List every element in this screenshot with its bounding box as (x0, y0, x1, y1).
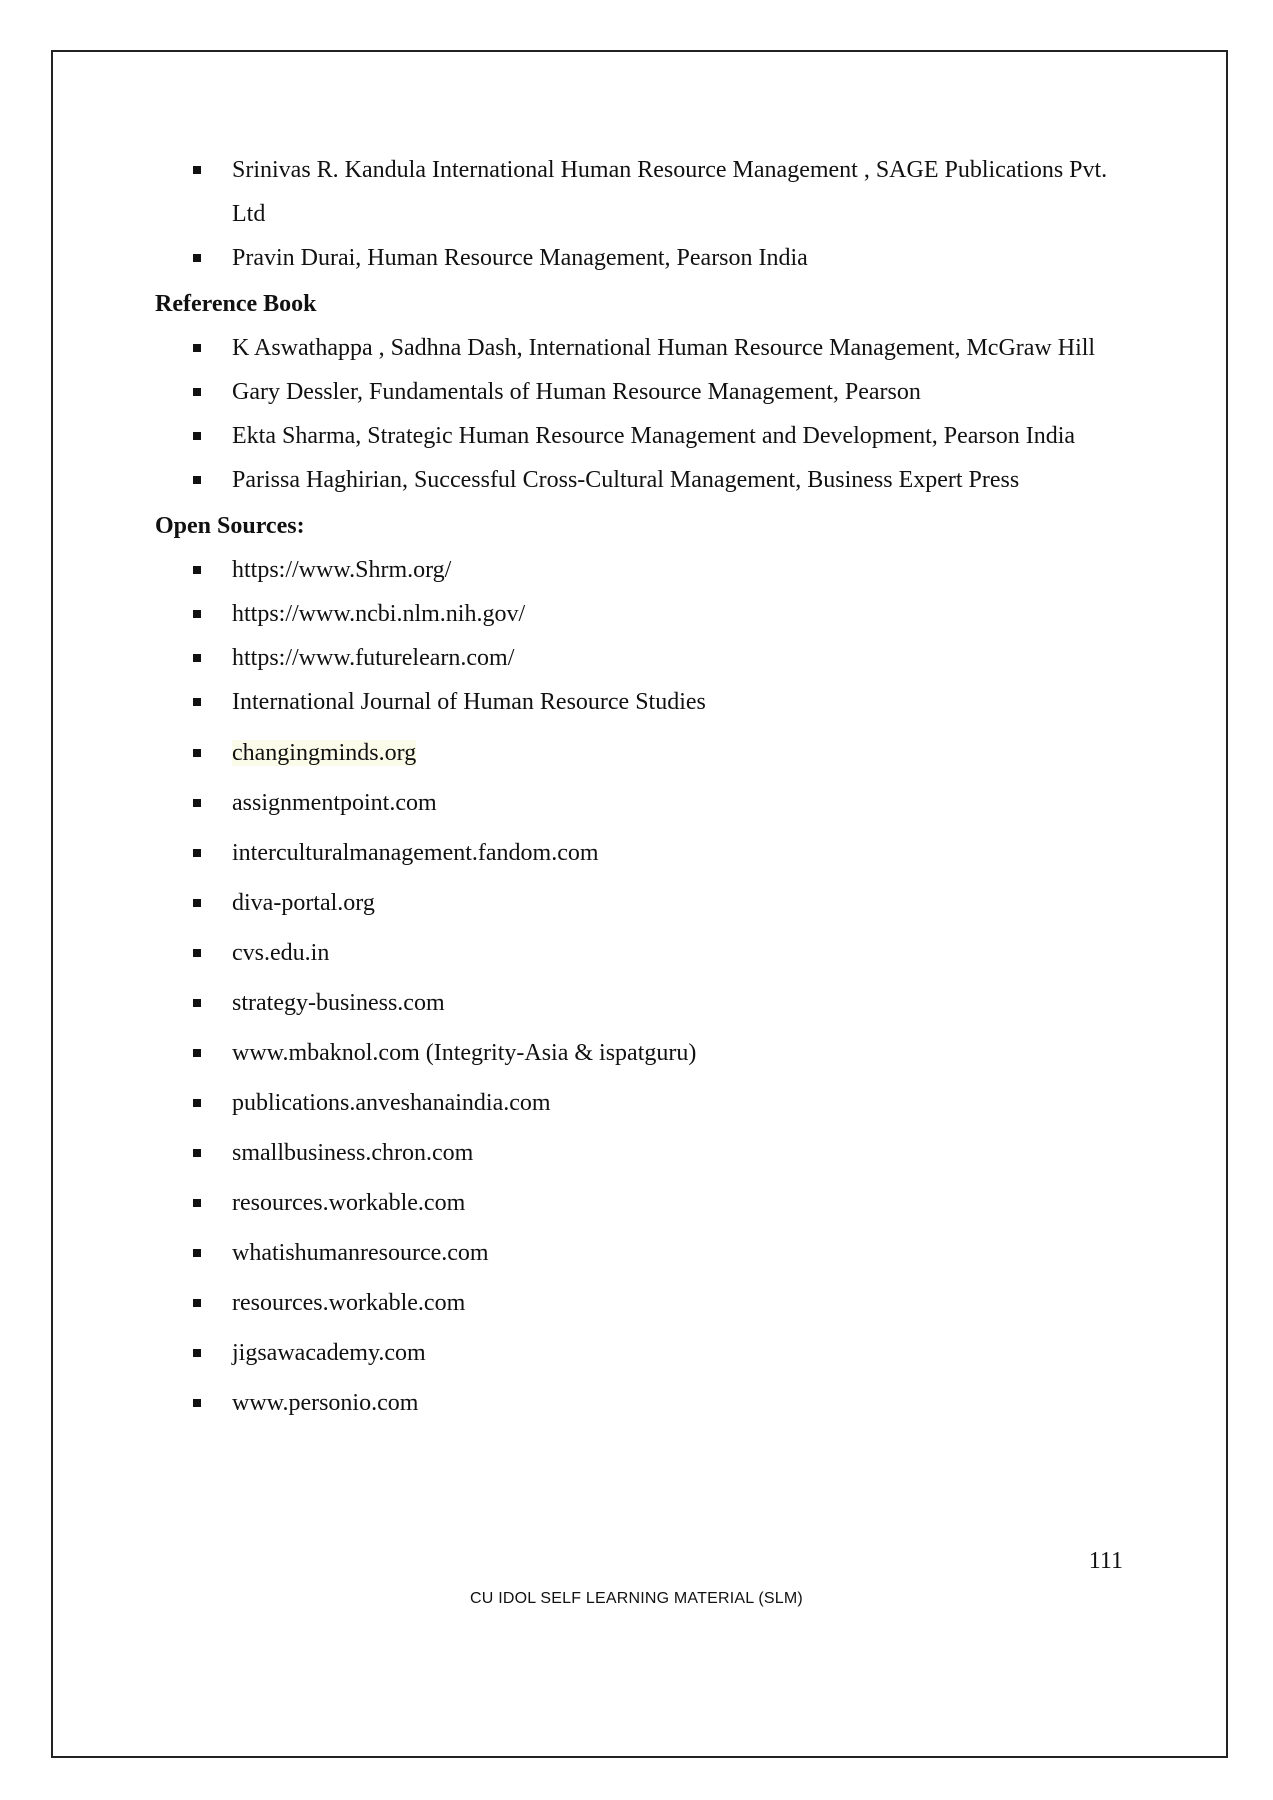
square-bullet-icon (193, 432, 201, 440)
list-item: resources.workable.com (155, 1178, 1145, 1228)
square-bullet-icon (193, 610, 201, 618)
reference-list (155, 326, 1145, 502)
list-item: https://www.futurelearn.com/ (155, 636, 1145, 680)
square-bullet-icon (193, 698, 201, 706)
reference-book-heading: Reference Book (155, 291, 317, 317)
square-bullet-icon (193, 1099, 201, 1107)
list-item: smallbusiness.chron.com (155, 1128, 1145, 1178)
list-item: Pravin Durai, Human Resource Management, Pearson India (155, 236, 1145, 280)
page-number: 111 (1088, 1548, 1123, 1574)
list-item: jigsawacademy.com (155, 1328, 1145, 1378)
list-item: strategy-business.com (155, 978, 1145, 1028)
url-list (155, 728, 1145, 1428)
list-item: www.personio.com (155, 1378, 1145, 1428)
list-item: whatishumanresource.com (155, 1228, 1145, 1278)
square-bullet-icon (193, 254, 201, 262)
list-item: diva-portal.org (155, 878, 1145, 928)
list-item: assignmentpoint.com (155, 778, 1145, 828)
square-bullet-icon (193, 344, 201, 352)
list-item: interculturalmanagement.fandom.com (155, 828, 1145, 878)
square-bullet-icon (193, 1249, 201, 1257)
square-bullet-icon (193, 799, 201, 807)
list-item: publications.anveshanaindia.com (155, 1078, 1145, 1128)
square-bullet-icon (193, 849, 201, 857)
footer: CU IDOL SELF LEARNING MATERIAL (SLM) (470, 1590, 803, 1607)
list-item: Gary Dessler, Fundamentals of Human Resource Management, Pearson (155, 370, 1145, 414)
square-bullet-icon (193, 566, 201, 574)
list-item: resources.workable.com (155, 1278, 1145, 1328)
list-item: https://www.Shrm.org/ (155, 548, 1145, 592)
square-bullet-icon (193, 949, 201, 957)
open-sources-heading: Open Sources: (155, 513, 305, 539)
list-item: changingminds.org (155, 728, 1145, 778)
square-bullet-icon (193, 388, 201, 396)
list-item: International Journal of Human Resource Studies (155, 680, 1145, 724)
list-item: Ekta Sharma, Strategic Human Resource Management and Development, Pearson India (155, 414, 1145, 458)
square-bullet-icon (193, 1349, 201, 1357)
square-bullet-icon (193, 899, 201, 907)
list-item: https://www.ncbi.nlm.nih.gov/ (155, 592, 1145, 636)
square-bullet-icon (193, 1199, 201, 1207)
square-bullet-icon (193, 166, 201, 174)
list-item: cvs.edu.in (155, 928, 1145, 978)
textbook-list (155, 148, 1145, 280)
square-bullet-icon (193, 476, 201, 484)
square-bullet-icon (193, 1399, 201, 1407)
square-bullet-icon (193, 749, 201, 757)
square-bullet-icon (193, 1299, 201, 1307)
square-bullet-icon (193, 1149, 201, 1157)
list-item: K Aswathappa , Sadhna Dash, International Human Resource Management, McGraw Hill (155, 326, 1145, 370)
page-content (155, 148, 1145, 1428)
list-item: Parissa Haghirian, Successful Cross-Cultural Management, Business Expert Press (155, 458, 1145, 502)
square-bullet-icon (193, 999, 201, 1007)
square-bullet-icon (193, 1049, 201, 1057)
square-bullet-icon (193, 654, 201, 662)
list-item: www.mbaknol.com (Integrity-Asia & ispatguru) (155, 1028, 1145, 1078)
open-sources-list (155, 548, 1145, 724)
list-item: Srinivas R. Kandula International Human Resource Management , SAGE Publications Pvt. Ltd (155, 148, 1145, 236)
